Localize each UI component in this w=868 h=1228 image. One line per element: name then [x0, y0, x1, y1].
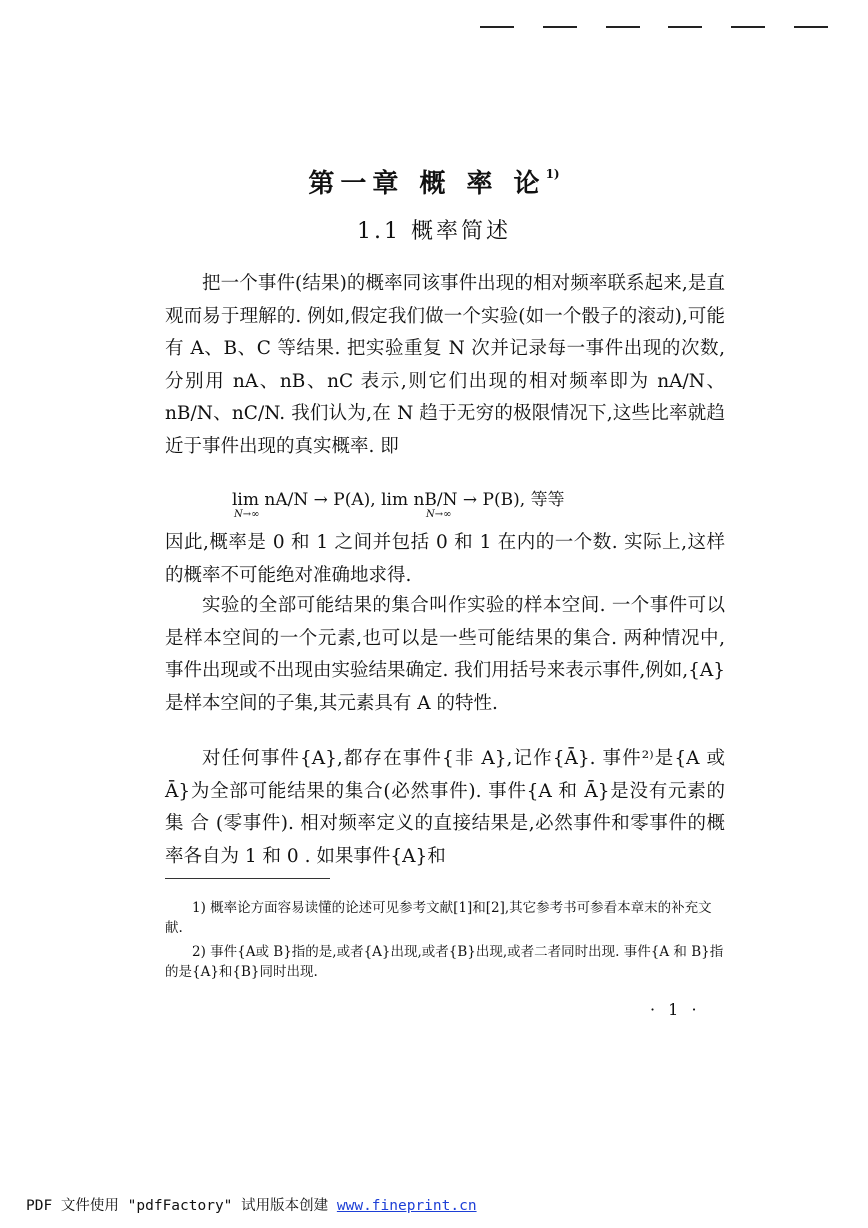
paragraph-2: 因此,概率是 0 和 1 之间并包括 0 和 1 在内的一个数. 实际上,这样的概率不可能绝对准确地求得. [165, 532, 725, 586]
page-number: · 1 · [650, 1000, 701, 1019]
limit-subscript-1: N→∞ [234, 509, 260, 520]
footnotes [165, 898, 727, 986]
chapter-title [0, 163, 868, 200]
chapter-footnote-mark: 1) [545, 167, 560, 181]
limit-formula [232, 485, 565, 520]
paragraph-3: 实验的全部可能结果的集合叫作实验的样本空间. 一个事件可以是样本空间的一个元素,也可以是一些可能结果的集合. 两种情况中,事件出现或不出现由实验结果确定. 我们用括号来表示事件,例如,{A}是样本空间的子集,其元素具有 A 的特性. [165, 595, 725, 714]
paragraph-4: 对任何事件{A},都存在事件{非 A},记作{Ā}. 事件²⁾是{A 或 Ā}为全部可能结果的集合(必然事件). 事件{A 和 Ā}是没有元素的 集 合 (零事件). 相对频率定义的直接结果是,必然事件和零事件的概率各自为 1 和 0 . 如果事件{A}和 [165, 748, 725, 867]
paragraph-1: 把一个事件(结果)的概率同该事件出现的相对频率联系起来,是直观而易于理解的. 例如,假定我们做一个实验(如一个骰子的滚动),可能有 A、B、C 等结果. 把实验重复 N 次并记录每一事件出现的次数,分别用 nA、nB、nC 表示,则它们出现的相对频率即为 nA/N、nB/N、nC/N. 我们认为,在 N 趋于无穷的极限情况下,这些比率就趋近于事件出现的真实概率. 即 [165, 273, 725, 457]
chapter-title-text: 第一章 概 率 论 [308, 169, 546, 199]
pdf-watermark-footer [26, 1194, 477, 1215]
limit-formula-text: lim nA/N → P(A), lim nB/N → P(B), 等等 [232, 490, 565, 510]
pdf-footer-text: PDF 文件使用 "pdfFactory" 试用版本创建 [26, 1198, 337, 1214]
fineprint-link[interactable]: www.fineprint.cn [336, 1198, 477, 1214]
section-title: 1.1 概率简述 [357, 219, 511, 244]
footnote-2: 2) 事件{A或 B}指的是,或者{A}出现,或者{B}出现,或者二者同时出现. 事件{A 和 B}指的是{A}和{B}同时出现. [165, 944, 724, 980]
footnote-1: 1) 概率论方面容易读懂的论述可见参考文献[1]和[2],其它参考书可参看本章末的补充文献. [165, 900, 712, 936]
footnote-divider [165, 878, 330, 879]
limit-subscript-2: N→∞ [426, 509, 452, 520]
header-rule [480, 26, 828, 28]
